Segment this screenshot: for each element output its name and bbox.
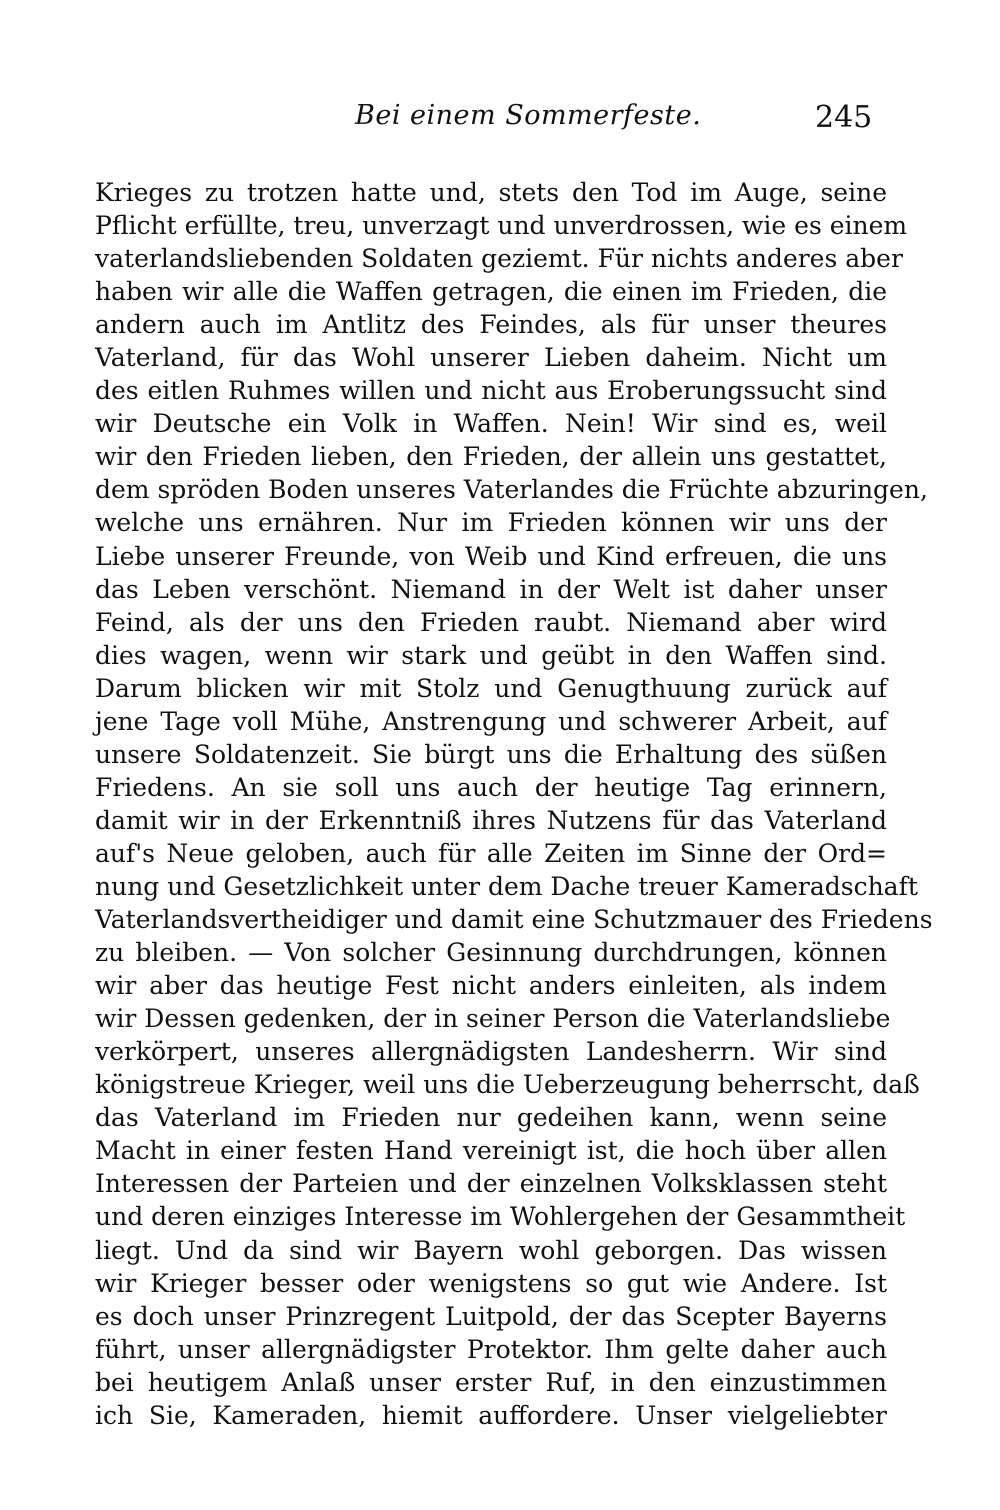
text-line: auf's Neue geloben, auch für alle Zeiten im Sinne der Ord= [95, 838, 887, 868]
text-line: andern auch im Antlitz des Feindes, als für unser theures [95, 310, 887, 340]
text-line: vaterlandsliebenden Soldaten geziemt. Für nichts anderes aber [95, 244, 903, 274]
text-line: wir Deutsche ein Volk in Waffen. Nein! Wir sind es, weil [95, 409, 887, 439]
text-line: wir den Frieden lieben, den Frieden, der allein uns gestattet, [95, 442, 887, 472]
text-line: königstreue Krieger, weil uns die Ueberzeugung beherrscht, daß [95, 1070, 920, 1100]
text-line: und deren einziges Interesse im Wohlergehen der Gesammtheit [95, 1202, 906, 1232]
text-line: des eitlen Ruhmes willen und nicht aus Eroberungssucht sind [95, 376, 887, 406]
text-line: Darum blicken wir mit Stolz und Genugthuung zurück auf [95, 673, 887, 703]
text-line: Krieges zu trotzen hatte und, stets den Tod im Auge, seine [95, 178, 887, 207]
text-line: Macht in einer festen Hand vereinigt ist, die hoch über allen [95, 1136, 887, 1166]
text-line: Vaterland, für das Wohl unserer Lieben daheim. Nicht um [95, 343, 887, 373]
text-line: das Leben verschönt. Niemand in der Welt ist daher unser [95, 574, 887, 604]
text-line: Pflicht erfüllte, treu, unverzagt und unverdrossen, wie es einem [95, 211, 908, 241]
text-line: bei heutigem Anlaß unser erster Ruf, in den einzustimmen [95, 1367, 887, 1397]
text-line: haben wir alle die Waffen getragen, die einen im Frieden, die [95, 277, 887, 307]
text-line: liegt. Und da sind wir Bayern wohl geborgen. Das wissen [95, 1235, 887, 1265]
text-line: wir aber das heutige Fest nicht anders einleiten, als indem [95, 971, 887, 1001]
text-line: Friedens. An sie soll uns auch der heutige Tag erinnern, [95, 772, 887, 802]
text-line: dies wagen, wenn wir stark und geübt in den Waffen sind. [95, 640, 887, 670]
text-line: es doch unser Prinzregent Luitpold, der das Scepter Bayerns [95, 1301, 887, 1331]
text-line: dem spröden Boden unseres Vaterlandes die Früchte abzuringen, [95, 475, 928, 505]
text-line: Interessen der Parteien und der einzelnen Volksklassen steht [95, 1169, 887, 1199]
text-line: Feind, als der uns den Frieden raubt. Niemand aber wird [95, 607, 887, 637]
body-text [95, 176, 933, 1432]
page-number: 245 [815, 100, 873, 135]
text-line: wir Dessen gedenken, der in seiner Person die Vaterlandsliebe [95, 1004, 891, 1034]
text-line: damit wir in der Erkenntniß ihres Nutzens für das Vaterland [95, 805, 887, 835]
text-line: jene Tage voll Mühe, Anstrengung und schwerer Arbeit, auf [95, 706, 887, 736]
text-line: Vaterlandsvertheidiger und damit eine Schutzmauer des Friedens [95, 905, 933, 935]
running-title: Bei einem Sommerfeste. [355, 100, 702, 131]
running-head [0, 100, 1000, 140]
text-line: Liebe unserer Freunde, von Weib und Kind erfreuen, die uns [95, 541, 887, 571]
text-line: unsere Soldatenzeit. Sie bürgt uns die Erhaltung des süßen [95, 739, 887, 769]
text-line: nung und Gesetzlichkeit unter dem Dache treuer Kameradschaft [95, 871, 918, 901]
text-line: das Vaterland im Frieden nur gedeihen kann, wenn seine [95, 1103, 887, 1133]
text-line: zu bleiben. — Von solcher Gesinnung durchdrungen, können [95, 938, 887, 968]
text-line: wir Krieger besser oder wenigstens so gut wie Andere. Ist [95, 1268, 887, 1298]
text-line: führt, unser allergnädigster Protektor. Ihm gelte daher auch [95, 1334, 887, 1364]
text-line: welche uns ernähren. Nur im Frieden können wir uns der [95, 508, 887, 538]
text-line: verkörpert, unseres allergnädigsten Landesherrn. Wir sind [95, 1037, 887, 1067]
text-line: ich Sie, Kameraden, hiemit auffordere. Unser vielgeliebter [95, 1400, 887, 1430]
